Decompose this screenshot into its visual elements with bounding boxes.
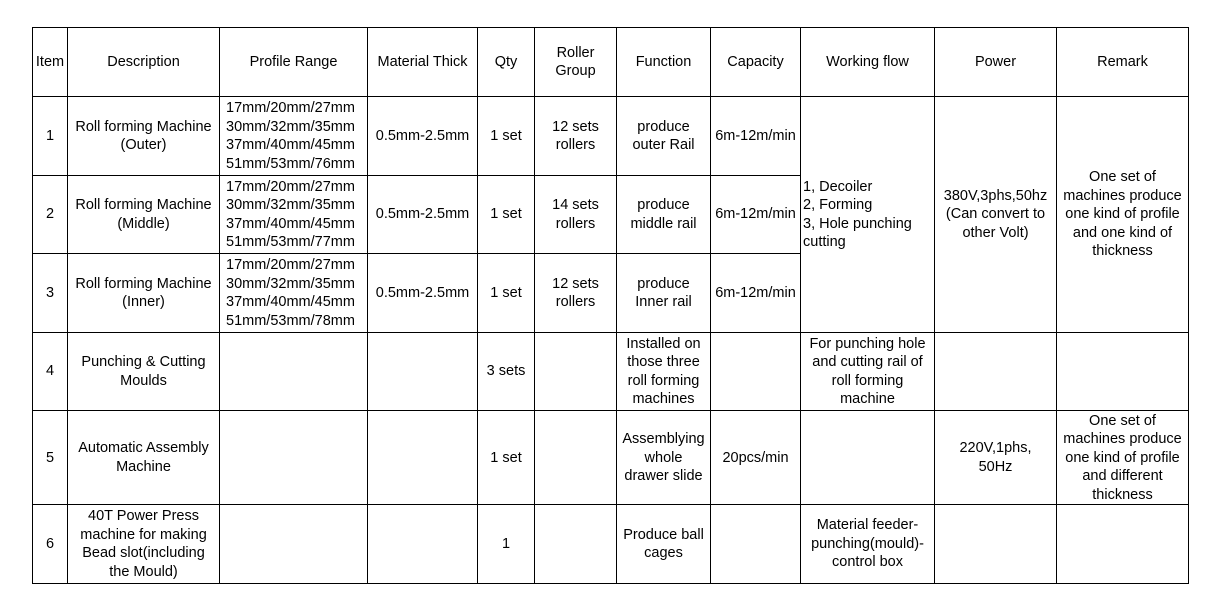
roller-group-cell [535,505,617,584]
item-cell: 5 [33,411,68,505]
roller-group-cell: 14 sets rollers [535,175,617,253]
item-cell: 4 [33,332,68,410]
table-row [33,505,1189,584]
header-power: Power [935,28,1057,97]
function-cell: produce outer Rail [617,97,711,175]
spec-table [32,27,1189,584]
remark-cell [1057,505,1189,584]
item-cell: 3 [33,254,68,332]
header-roller-group: Roller Group [535,28,617,97]
roller-group-cell [535,411,617,505]
material-thick-cell: 0.5mm-2.5mm [368,254,478,332]
qty-cell: 1 set [478,411,535,505]
function-cell: produce middle rail [617,175,711,253]
profile-range-cell: 17mm/20mm/27mm 30mm/32mm/35mm 37mm/40mm/45mm 51mm/53mm/78mm [220,254,368,332]
description-cell: Punching & Cutting Moulds [68,332,220,410]
profile-range-cell [220,332,368,410]
header-row [33,28,1189,97]
working-flow-cell: Material feeder- punching(mould)- control box [801,505,935,584]
qty-cell: 3 sets [478,332,535,410]
profile-range-cell: 17mm/20mm/27mm 30mm/32mm/35mm 37mm/40mm/45mm 51mm/53mm/76mm [220,97,368,175]
header-description: Description [68,28,220,97]
table-row [33,411,1189,505]
header-remark: Remark [1057,28,1189,97]
profile-range-cell: 17mm/20mm/27mm 30mm/32mm/35mm 37mm/40mm/45mm 51mm/53mm/77mm [220,175,368,253]
function-cell: produce Inner rail [617,254,711,332]
capacity-cell [711,332,801,410]
remark-cell: One set of machines produce one kind of profile and different thickness [1057,411,1189,505]
material-thick-cell [368,505,478,584]
profile-range-cell [220,411,368,505]
working-flow-cell [801,411,935,505]
header-qty: Qty [478,28,535,97]
function-cell: Installed on those three roll forming machines [617,332,711,410]
header-material-thick: Material Thick [368,28,478,97]
function-cell: Assemblying whole drawer slide [617,411,711,505]
header-working-flow: Working flow [801,28,935,97]
header-item: Item [33,28,68,97]
material-thick-cell [368,332,478,410]
item-cell: 6 [33,505,68,584]
remark-cell [1057,332,1189,410]
description-cell: 40T Power Press machine for making Bead slot(including the Mould) [68,505,220,584]
material-thick-cell: 0.5mm-2.5mm [368,97,478,175]
qty-cell: 1 [478,505,535,584]
qty-cell: 1 set [478,97,535,175]
working-flow-merged-cell: 1, Decoiler 2, Forming 3, Hole punching cutting [801,97,935,332]
header-function: Function [617,28,711,97]
capacity-cell: 6m-12m/min [711,97,801,175]
roller-group-cell: 12 sets rollers [535,254,617,332]
description-cell: Roll forming Machine (Outer) [68,97,220,175]
header-capacity: Capacity [711,28,801,97]
power-cell [935,505,1057,584]
capacity-cell: 6m-12m/min [711,175,801,253]
item-cell: 1 [33,97,68,175]
table-row [33,332,1189,410]
roller-group-cell [535,332,617,410]
working-flow-cell: For punching hole and cutting rail of roll forming machine [801,332,935,410]
header-profile-range: Profile Range [220,28,368,97]
roller-group-cell: 12 sets rollers [535,97,617,175]
material-thick-cell: 0.5mm-2.5mm [368,175,478,253]
profile-range-cell [220,505,368,584]
qty-cell: 1 set [478,254,535,332]
item-cell: 2 [33,175,68,253]
material-thick-cell [368,411,478,505]
description-cell: Roll forming Machine (Middle) [68,175,220,253]
remark-merged-cell: One set of machines produce one kind of profile and one kind of thickness [1057,97,1189,332]
capacity-cell: 6m-12m/min [711,254,801,332]
power-cell [935,332,1057,410]
capacity-cell [711,505,801,584]
description-cell: Automatic Assembly Machine [68,411,220,505]
capacity-cell: 20pcs/min [711,411,801,505]
table-row [33,97,1189,175]
power-cell: 220V,1phs, 50Hz [935,411,1057,505]
power-merged-cell: 380V,3phs,50hz (Can convert to other Volt) [935,97,1057,332]
description-cell: Roll forming Machine (Inner) [68,254,220,332]
function-cell: Produce ball cages [617,505,711,584]
qty-cell: 1 set [478,175,535,253]
